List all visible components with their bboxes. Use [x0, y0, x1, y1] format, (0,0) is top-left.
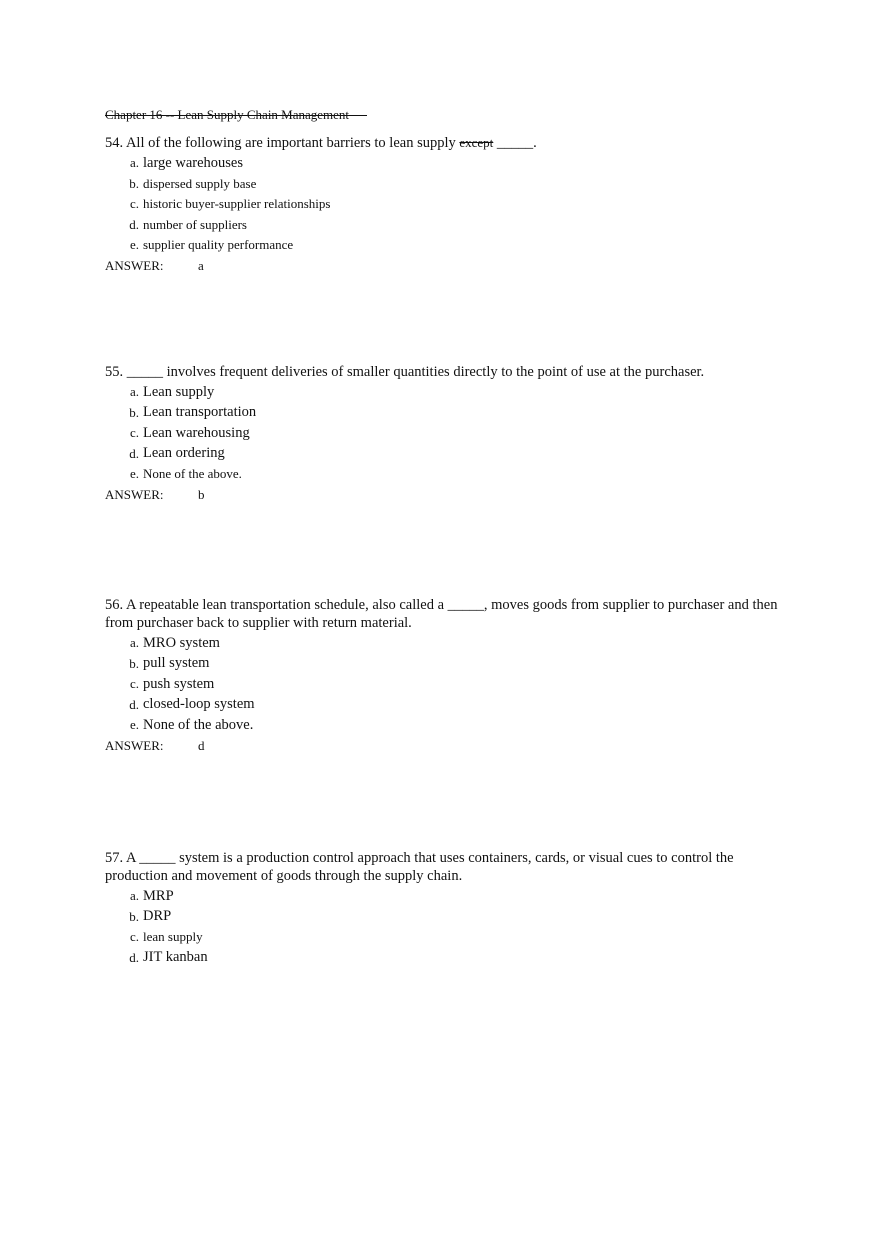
option-letter: b.: [129, 655, 139, 671]
options-list: [105, 886, 785, 968]
option-e: [105, 235, 785, 256]
question-stem: 55. _____ involves frequent deliveries of smaller quantities directly to the point of use at the purchaser.: [105, 364, 705, 380]
question-stem: 57. A _____ system is a production control approach that uses containers, cards, or visual cues to control the production and movement of goods through the supply chain.: [105, 850, 734, 884]
option-c: [105, 927, 785, 948]
option-text: None of the above.: [143, 716, 254, 733]
option-d: [105, 695, 785, 716]
option-b: [105, 403, 785, 424]
option-text: supplier quality performance: [143, 237, 294, 253]
chapter-header: Chapter 16 -- Lean Supply Chain Management: [105, 107, 367, 123]
answer-label: ANSWER:: [105, 737, 164, 753]
option-text: push system: [143, 675, 215, 692]
option-text: MRO system: [143, 634, 220, 651]
question-55: [105, 363, 785, 504]
option-c: [105, 674, 785, 695]
option-text: number of suppliers: [143, 216, 247, 232]
option-letter: b.: [129, 404, 139, 420]
option-e: [105, 464, 785, 485]
stem-strike-text: except: [459, 135, 494, 150]
option-text: lean supply: [143, 929, 203, 945]
option-c: [105, 194, 785, 215]
option-letter: d.: [129, 696, 139, 712]
option-text: JIT kanban: [143, 949, 208, 966]
option-letter: c.: [129, 929, 139, 945]
question-stem: [105, 134, 785, 152]
option-text: historic buyer-supplier relationships: [143, 196, 331, 212]
option-letter: d.: [129, 949, 139, 965]
option-text: pull system: [143, 655, 210, 672]
option-text: MRP: [143, 887, 174, 904]
option-letter: a.: [129, 888, 139, 904]
answer-value: a: [198, 257, 204, 273]
option-letter: c.: [129, 676, 139, 692]
options-list: [105, 382, 785, 485]
answer-label: ANSWER:: [105, 257, 164, 273]
option-e: [105, 715, 785, 736]
option-b: [105, 174, 785, 195]
option-d: [105, 215, 785, 236]
option-letter: d.: [129, 445, 139, 461]
option-letter: c.: [129, 196, 139, 212]
option-c: [105, 423, 785, 444]
question-54: [105, 134, 785, 275]
option-letter: e.: [129, 237, 139, 253]
answer-line: [105, 486, 785, 504]
answer-line: [105, 737, 785, 755]
answer-value: b: [198, 486, 205, 502]
option-text: Lean supply: [143, 383, 215, 400]
option-b: [105, 907, 785, 928]
stem-text-end: _____.: [493, 135, 537, 151]
option-a: [105, 886, 785, 907]
option-a: [105, 382, 785, 403]
option-text: Lean warehousing: [143, 424, 250, 441]
answer-line: [105, 257, 785, 275]
option-letter: a.: [129, 635, 139, 651]
option-letter: a.: [129, 384, 139, 400]
option-letter: a.: [129, 155, 139, 171]
question-stem: 56. A repeatable lean transportation schedule, also called a _____, moves goods from supplier to purchaser and then from purchaser back to supplier with return material.: [105, 597, 778, 631]
option-letter: e.: [129, 466, 139, 482]
option-letter: c.: [129, 425, 139, 441]
question-57: [105, 849, 785, 968]
option-d: [105, 444, 785, 465]
option-letter: e.: [129, 717, 139, 733]
option-letter: d.: [129, 216, 139, 232]
options-list: [105, 153, 785, 256]
option-a: [105, 633, 785, 654]
option-letter: b.: [129, 908, 139, 924]
answer-value: d: [198, 737, 205, 753]
option-d: [105, 948, 785, 969]
option-text: Lean transportation: [143, 404, 257, 421]
option-a: [105, 153, 785, 174]
option-b: [105, 654, 785, 675]
option-text: DRP: [143, 908, 172, 925]
question-56: [105, 596, 785, 755]
stem-text: 54. All of the following are important barriers to lean supply: [105, 135, 460, 151]
options-list: [105, 633, 785, 736]
option-text: dispersed supply base: [143, 175, 257, 191]
option-text: closed-loop system: [143, 696, 255, 713]
option-text: None of the above.: [143, 466, 242, 482]
option-text: large warehouses: [143, 154, 243, 171]
option-text: Lean ordering: [143, 445, 225, 462]
answer-label: ANSWER:: [105, 486, 164, 502]
option-letter: b.: [129, 175, 139, 191]
